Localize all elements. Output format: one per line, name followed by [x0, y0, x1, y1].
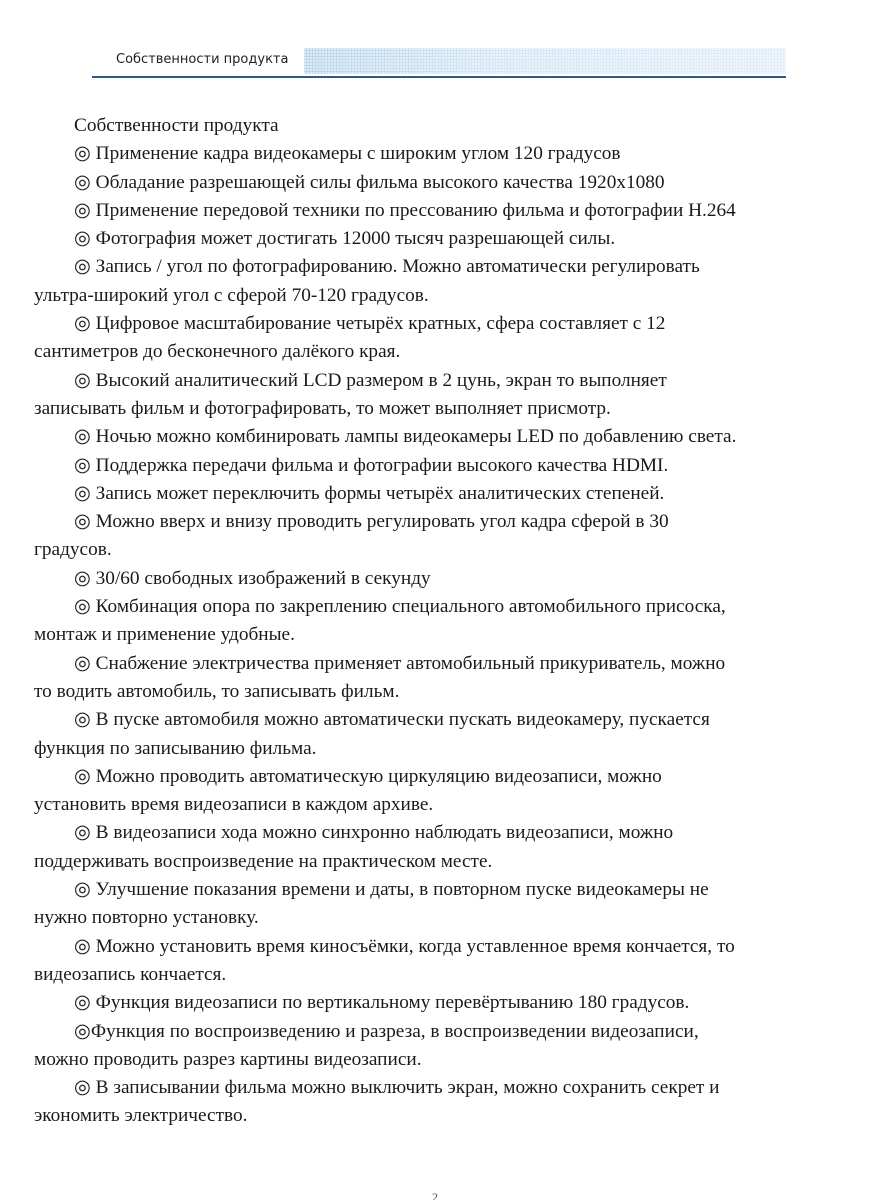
bullet-icon: ◎: [74, 313, 96, 335]
feature-item: [34, 480, 834, 508]
bullet-icon: ◎: [74, 482, 96, 504]
feature-text: Высокий аналитический LCD размером в 2 цунь, экран то выполняет записывать фильм и фотографировать, то может выполняет присмотр.: [34, 369, 667, 419]
feature-item: [34, 140, 834, 168]
feature-item: [34, 253, 834, 310]
feature-text: В видеозаписи хода можно синхронно наблюдать видеозаписи, можно поддерживать воспроизведение на практическом месте.: [34, 822, 674, 872]
bullet-icon: ◎: [74, 879, 96, 901]
feature-text: Функция по воспроизведению и разреза, в воспроизведении видеозаписи, можно проводить разрез картины видеозаписи.: [34, 1020, 699, 1070]
feature-item: [34, 225, 834, 253]
bullet-icon: ◎: [74, 426, 96, 448]
section-title: Собственности продукта: [74, 115, 279, 136]
bullet-icon: ◎: [74, 652, 96, 674]
bullet-icon: ◎: [74, 992, 96, 1014]
feature-text: Применение передовой техники по прессованию фильма и фотографии H.264: [95, 199, 736, 221]
feature-text: 30/60 свободных изображений в секунду: [95, 567, 431, 589]
feature-item: [34, 706, 834, 763]
bullet-icon: ◎: [74, 256, 96, 278]
document-body: [34, 112, 834, 1131]
feature-item: [34, 763, 834, 820]
feature-text: Применение кадра видеокамеры с широким углом 120 градусов: [95, 143, 621, 165]
bullet-icon: ◎: [74, 228, 96, 250]
feature-text: Обладание разрешающей силы фильма высокого качества 1920x1080: [95, 171, 665, 193]
feature-item: [34, 197, 834, 225]
feature-item: [34, 452, 834, 480]
page-number: 2: [432, 1190, 438, 1200]
feature-text: Поддержка передачи фильма и фотографии высокого качества HDMI.: [95, 454, 669, 476]
feature-item: [34, 933, 834, 990]
feature-item: [34, 819, 834, 876]
feature-item: [34, 423, 834, 451]
feature-text: Можно вверх и внизу проводить регулировать угол кадра сферой в 30 градусов.: [34, 511, 669, 561]
bullet-icon: ◎: [74, 709, 96, 731]
bullet-icon: ◎: [74, 1020, 91, 1042]
feature-list: [34, 140, 834, 1130]
feature-item: [34, 876, 834, 933]
feature-text: В записывании фильма можно выключить экран, можно сохранить секрет и экономить электричество.: [34, 1077, 720, 1127]
feature-text: Можно установить время киносъёмки, когда уставленное время кончается, то видеозапись кончается.: [34, 935, 735, 985]
feature-item: [34, 989, 834, 1017]
feature-text: Улучшение показания времени и даты, в повторном пуске видеокамеры не нужно повторно установку.: [34, 879, 709, 929]
bullet-icon: ◎: [74, 143, 96, 165]
page-header: [92, 46, 786, 80]
bullet-icon: ◎: [74, 511, 96, 533]
feature-item: [34, 650, 834, 707]
feature-text: Ночью можно комбинировать лампы видеокамеры LED по добавлению света.: [95, 426, 737, 448]
bullet-icon: ◎: [74, 765, 96, 787]
bullet-icon: ◎: [74, 454, 96, 476]
bullet-icon: ◎: [74, 822, 96, 844]
feature-text: Цифровое масштабирование четырёх кратных, сфера составляет с 12 сантиметров до бесконечного далёкого края.: [34, 313, 666, 363]
feature-item: [34, 508, 834, 565]
bullet-icon: ◎: [74, 171, 96, 193]
bullet-icon: ◎: [74, 199, 96, 221]
header-decorative-band: [304, 48, 786, 74]
bullet-icon: ◎: [74, 935, 96, 957]
feature-text: В пуске автомобиля можно автоматически пускать видеокамеру, пускается функция по записыванию фильма.: [34, 709, 710, 759]
header-title: Собственности продукта: [116, 52, 289, 67]
feature-item: [34, 310, 834, 367]
feature-item: [34, 367, 834, 424]
feature-item: [34, 565, 834, 593]
bullet-icon: ◎: [74, 567, 96, 589]
feature-text: Фотография может достигать 12000 тысяч разрешающей силы.: [95, 228, 616, 250]
bullet-icon: ◎: [74, 1077, 96, 1099]
bullet-icon: ◎: [74, 369, 96, 391]
feature-text: Функция видеозаписи по вертикальному перевёртыванию 180 градусов.: [95, 992, 690, 1014]
feature-item: [34, 593, 834, 650]
feature-item: [34, 1018, 834, 1075]
header-divider: [92, 76, 786, 78]
feature-item: [34, 1074, 834, 1131]
bullet-icon: ◎: [74, 596, 96, 618]
feature-item: [34, 169, 834, 197]
feature-text: Запись может переключить формы четырёх аналитических степеней.: [95, 482, 665, 504]
feature-text: Снабжение электричества применяет автомобильный прикуриватель, можно то водить автомобиль, то записывать фильм.: [34, 652, 726, 702]
feature-text: Запись / угол по фотографированию. Можно автоматически регулировать ультра-широкий угол с сферой 70-120 градусов.: [34, 256, 700, 306]
feature-text: Можно проводить автоматическую циркуляцию видеозаписи, можно установить время видеозаписи в каждом архиве.: [34, 765, 662, 816]
feature-text: Комбинация опора по закреплению специального автомобильного присоска, монтаж и применение удобные.: [34, 596, 726, 646]
